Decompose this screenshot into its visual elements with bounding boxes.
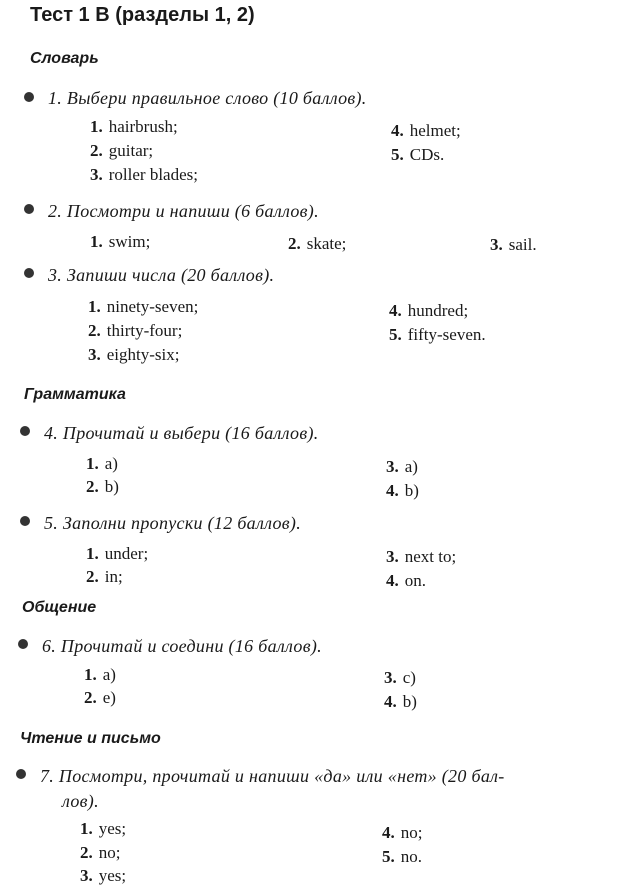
task-4-instruction: 4. Прочитай и выбери (16 баллов). xyxy=(44,423,319,443)
task-6-answer-1: 1. a) xyxy=(84,665,116,684)
task-1-answer-5: 5. CDs. xyxy=(391,145,445,164)
task-3-answer-5: 5. fifty-seven. xyxy=(389,325,486,344)
task-4-answer-1: 1. a) xyxy=(86,454,118,473)
bullet-icon xyxy=(20,426,30,436)
task-5-instruction: 5. Заполни пропуски (12 баллов). xyxy=(44,513,302,533)
task-5-answer-2: 2. in; xyxy=(86,567,123,586)
task-7-instruction-continued: лов). xyxy=(62,791,99,811)
task-7-answer-2: 2. no; xyxy=(80,843,121,862)
task-7-answer-1: 1. yes; xyxy=(80,819,127,838)
task-5-answer-3: 3. next to; xyxy=(386,547,457,566)
task-7-instruction: 7. Посмотри, прочитай и напиши «да» или «нет» (20 бал- xyxy=(40,766,505,786)
bullet-icon xyxy=(20,516,30,526)
bullet-icon xyxy=(24,204,34,214)
task-7-answer-5: 5. no. xyxy=(382,847,422,866)
task-5-answer-1: 1. under; xyxy=(86,544,149,563)
section-heading-communication: Общение xyxy=(22,599,97,616)
task-1-instruction: 1. Выбери правильное слово (10 баллов). xyxy=(48,88,367,108)
task-4-answer-4: 4. b) xyxy=(386,481,419,500)
task-1-answer-3: 3. roller blades; xyxy=(90,165,198,184)
task-2-instruction: 2. Посмотри и напиши (6 баллов). xyxy=(48,201,319,221)
task-1-answer-4: 4. helmet; xyxy=(391,121,461,140)
task-3-answer-2: 2. thirty-four; xyxy=(88,321,183,340)
task-3-answer-4: 4. hundred; xyxy=(389,301,469,320)
task-6-answer-4: 4. b) xyxy=(384,692,417,711)
task-2-answer-3: 3. sail. xyxy=(490,235,537,254)
task-6-instruction: 6. Прочитай и соедини (16 баллов). xyxy=(42,636,322,656)
task-1-answer-2: 2. guitar; xyxy=(90,141,154,160)
task-5-answer-4: 4. on. xyxy=(386,571,426,590)
bullet-icon xyxy=(24,268,34,278)
task-4-answer-3: 3. a) xyxy=(386,457,418,476)
task-2-answer-2: 2. skate; xyxy=(288,234,347,253)
task-4-answer-2: 2. b) xyxy=(86,477,119,496)
bullet-icon xyxy=(18,639,28,649)
section-heading-grammar: Грамматика xyxy=(24,386,126,403)
task-7-answer-3: 3. yes; xyxy=(80,866,127,885)
task-3-answer-3: 3. eighty-six; xyxy=(88,345,180,364)
page-title: Тест 1 В (разделы 1, 2) xyxy=(30,4,255,26)
bullet-icon xyxy=(24,92,34,102)
task-6-answer-3: 3. c) xyxy=(384,668,416,687)
task-3-instruction: 3. Запиши числа (20 баллов). xyxy=(48,265,275,285)
bullet-icon xyxy=(16,769,26,779)
task-6-answer-2: 2. e) xyxy=(84,688,116,707)
task-2-answer-1: 1. swim; xyxy=(90,232,151,251)
task-1-answer-1: 1. hairbrush; xyxy=(90,117,178,136)
task-3-answer-1: 1. ninety-seven; xyxy=(88,297,199,316)
section-heading-vocabulary: Словарь xyxy=(30,50,99,67)
task-7-answer-4: 4. no; xyxy=(382,823,423,842)
section-heading-reading-writing: Чтение и письмо xyxy=(20,730,161,747)
